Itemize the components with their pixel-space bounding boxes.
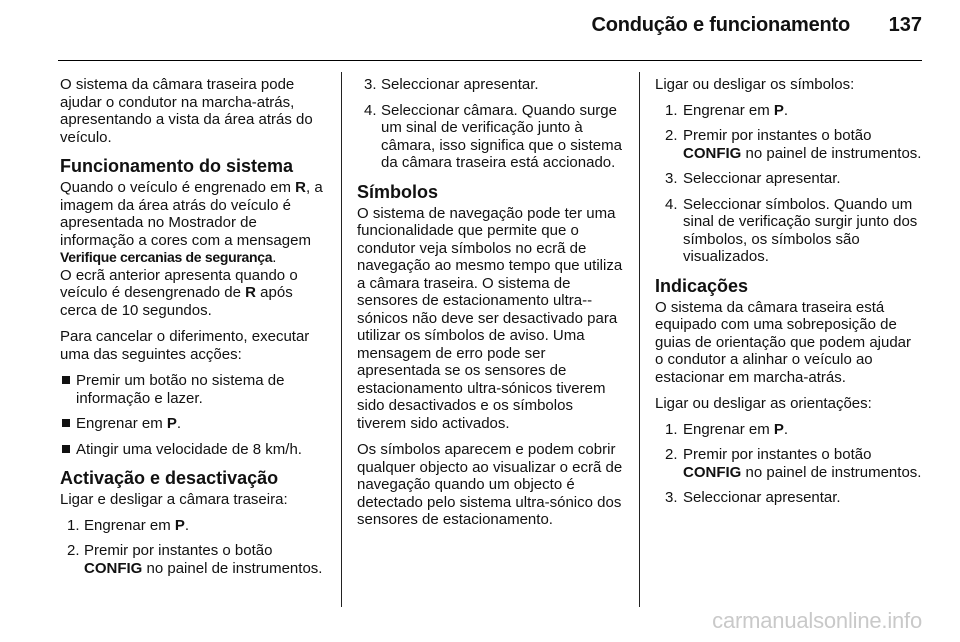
paragraph-camera-toggle: Ligar e desligar a câmara traseira: xyxy=(60,491,288,508)
text: Seleccionar apresentar. xyxy=(683,489,841,506)
paragraph-disengage-r xyxy=(60,267,328,320)
paragraph-engage-r xyxy=(60,179,328,267)
page-number: 137 xyxy=(888,14,922,36)
bullet-icon xyxy=(62,419,70,427)
gear-p-label: P xyxy=(773,101,784,119)
text: Seleccionar símbolos. Quando um sinal de verificação surgir junto dos símbolos, os símbolos são visualizados. xyxy=(683,195,918,265)
intro-paragraph: O sistema da câmara traseira pode ajudar o condutor na marcha-atrás, apresentando a vista da área atrás do veículo. xyxy=(60,76,313,146)
text: O ecrã anterior apresenta quando o veículo é desengrenado de xyxy=(60,266,298,301)
list-item xyxy=(357,102,625,172)
text: no painel de instrumentos. xyxy=(741,463,922,481)
text: Quando o veículo é engrenado em xyxy=(60,179,296,196)
config-button-label: CONFIG xyxy=(683,144,742,162)
column-1 xyxy=(60,76,328,586)
text: , a imagem da área atrás do veículo é apresentada no Mostrador de informação a cores com a mensagem xyxy=(60,179,323,249)
cancel-actions-list xyxy=(60,372,328,458)
step-number: 2. xyxy=(665,446,678,463)
text: Seleccionar câmara. Quando surge um sinal de verificação junto à câmara, isso significa que o sistema da câmara traseira está accionado. xyxy=(381,101,622,171)
text: Engrenar em xyxy=(683,420,774,438)
heading-indicacoes: Indicações xyxy=(655,275,749,296)
text: no painel de instrumentos. xyxy=(741,144,922,162)
camera-steps-list-cont xyxy=(357,76,625,172)
config-button-label: CONFIG xyxy=(683,463,742,481)
step-number: 3. xyxy=(665,489,678,506)
paragraph-cancel-delay: Para cancelar o diferimento, executar uma das seguintes acções: xyxy=(60,328,310,363)
step-number: 1. xyxy=(665,101,678,119)
bullet-icon xyxy=(62,376,70,384)
column-2 xyxy=(357,76,625,538)
step-number: 1. xyxy=(665,420,678,438)
text: Atingir uma velocidade de 8 km/h. xyxy=(76,440,302,458)
paragraph-symbols-cover: Os símbolos aparecem e podem cobrir qualquer objecto ao visualizar o ecrã de navegação quando um objecto é detectado pelo sistema ultra-sónico dos sensores de estacionamento. xyxy=(357,441,623,528)
text: Premir um botão no sistema de informação e lazer. xyxy=(76,372,285,407)
heading-activacao: Activação e desactivação xyxy=(60,468,279,488)
step-number: 4. xyxy=(364,101,377,119)
text: após cerca de 10 segundos. xyxy=(60,284,293,319)
text: . xyxy=(783,420,789,438)
header-title: Condução e funcionamento xyxy=(591,14,850,36)
list-item xyxy=(60,517,328,535)
text: no painel de instrumentos. xyxy=(142,559,323,577)
list-item xyxy=(655,102,923,120)
paragraph-guides-toggle: Ligar ou desligar as orientações: xyxy=(655,395,872,412)
gear-r-label: R xyxy=(245,284,256,301)
step-number: 3. xyxy=(665,170,678,187)
column-3 xyxy=(655,76,923,516)
text: . xyxy=(184,516,190,534)
column-divider-1 xyxy=(341,72,342,607)
text: . xyxy=(783,101,789,119)
text: Premir por instantes o botão xyxy=(683,446,872,463)
text: Engrenar em xyxy=(683,101,774,119)
step-number: 4. xyxy=(665,195,678,213)
text: Premir por instantes o botão xyxy=(683,127,872,144)
list-item xyxy=(655,421,923,439)
text: Seleccionar apresentar. xyxy=(381,76,539,93)
step-number: 2. xyxy=(67,542,80,559)
text: Seleccionar apresentar. xyxy=(683,170,841,187)
list-item xyxy=(60,415,328,433)
gear-p-label: P xyxy=(773,420,784,438)
gear-p-label: P xyxy=(166,415,177,432)
list-item xyxy=(655,489,923,507)
text: Engrenar em xyxy=(84,516,175,534)
config-button-label: CONFIG xyxy=(84,559,143,577)
symbols-steps-list xyxy=(655,102,923,266)
list-item xyxy=(60,372,328,407)
list-item xyxy=(357,76,625,94)
paragraph-symbols-toggle: Ligar ou desligar os símbolos: xyxy=(655,76,855,93)
list-item xyxy=(655,170,923,188)
watermark: carmanualsonline.info xyxy=(712,608,922,633)
text: Engrenar em xyxy=(76,415,167,432)
paragraph-guides: O sistema da câmara traseira está equipado com uma sobreposição de guias de orientação que podem ajudar o condutor a alinhar o veículo ao estacionar em marcha-atrás. xyxy=(655,298,912,386)
step-number: 2. xyxy=(665,127,678,144)
text: . xyxy=(176,415,182,432)
gear-r-label: R xyxy=(295,179,307,196)
guides-steps-list xyxy=(655,421,923,507)
heading-simbolos: Símbolos xyxy=(357,181,439,202)
list-item xyxy=(655,127,923,162)
list-item xyxy=(60,441,328,459)
header-divider xyxy=(58,60,922,61)
list-item xyxy=(655,446,923,481)
step-number: 3. xyxy=(364,76,377,93)
gear-p-label: P xyxy=(174,516,185,534)
text: . xyxy=(272,249,277,266)
check-surroundings-message: Verifique cercanias de segurança xyxy=(60,249,273,265)
text: Premir por instantes o botão xyxy=(84,542,273,559)
column-divider-2 xyxy=(639,72,640,607)
list-item xyxy=(60,542,328,577)
heading-funcionamento: Funcionamento do sistema xyxy=(60,156,294,176)
list-item xyxy=(655,196,923,266)
camera-steps-list xyxy=(60,517,328,578)
step-number: 1. xyxy=(67,516,80,534)
bullet-icon xyxy=(62,445,70,453)
paragraph-symbols: O sistema de navegação pode ter uma funcionalidade que permite que o condutor veja símbolos no ecrã de navegação ao mesmo tempo que utiliza a câmara traseira. O sistema de sensores de estacionamento ultra--sónicos não deve ser desactivado para utilizar os símbolos de aviso. Uma mensagem de erro pode ser apresentada se os sensores de estacionamento ultra-sónicos tiverem sido desactivados e os símbolos tiverem sido activados. xyxy=(357,204,623,432)
